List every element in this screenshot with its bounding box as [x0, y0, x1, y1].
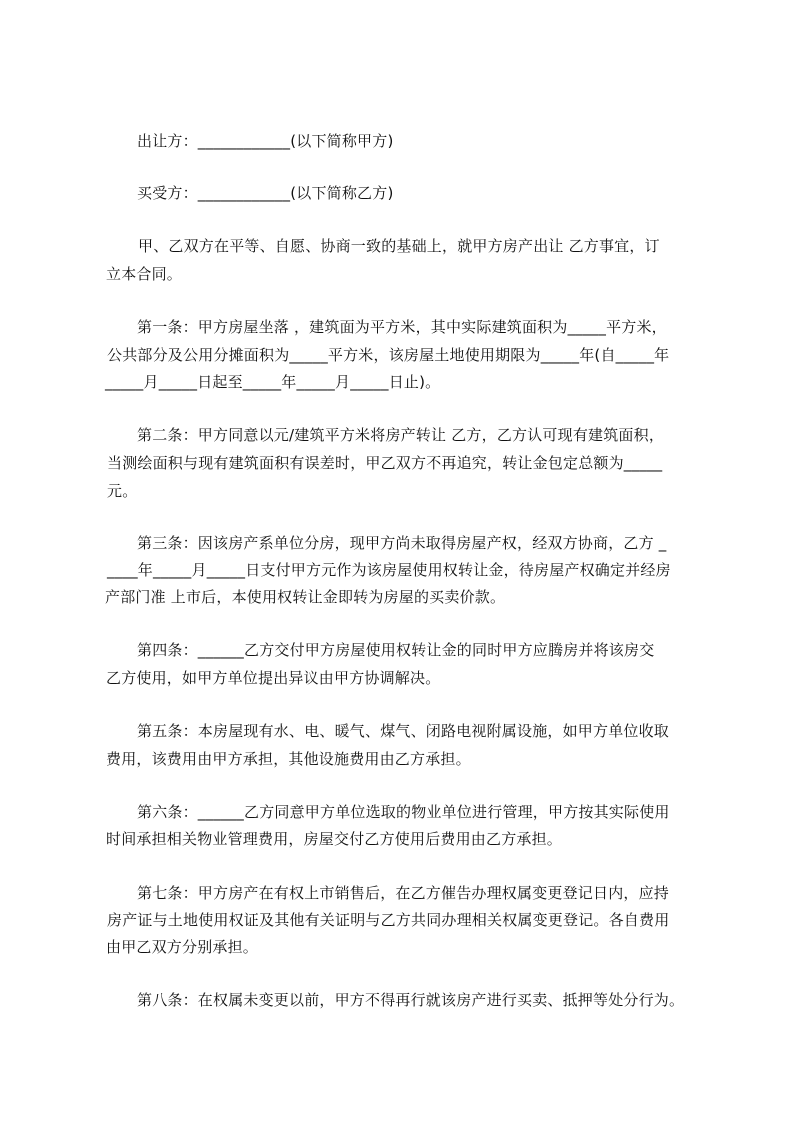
article-7-line-1: 第七条：甲方房产在有权上市销售后，在乙方催告办理权属变更登记日内，应持 [137, 884, 670, 902]
article-4-line-2: 乙方使用，如甲方单位提出异议由甲方协调解决。 [106, 669, 441, 687]
seller-line: 出让方：____________(以下简称甲方) [137, 132, 394, 150]
article-6-line-1: 第六条：______乙方同意甲方单位选取的物业单位进行管理，甲方按其实际使用 [137, 803, 670, 821]
article-3-line-1: 第三条：因该房产系单位分房，现甲方尚未取得房屋产权，经双方协商，乙方 _ [137, 534, 667, 552]
article-1-line-3: _____月_____日起至_____年_____月_____日止)。 [105, 373, 441, 391]
article-1-line-2: 公共部分及公用分摊面积为_____平方米，该房屋土地使用期限为_____年(自_____年 [107, 346, 670, 364]
article-2-line-3: 元。 [107, 482, 138, 500]
article-7-line-3: 由甲乙双方分别承担。 [106, 938, 259, 956]
article-4-line-1: 第四条：______乙方交付甲方房屋使用权转让金的同时甲方应腾房并将该房交 [137, 641, 655, 659]
article-3-line-2: ____年_____月_____日支付甲方元作为该房屋使用权转让金，待房屋产权确定并经房 [107, 561, 671, 579]
preamble-line-2: 立本合同。 [106, 265, 183, 283]
article-7-line-2: 房产证与土地使用权证及其他有关证明与乙方共同办理相关权属变更登记。各自费用 [107, 911, 670, 929]
buyer-line: 买受方：____________(以下简称乙方) [137, 184, 394, 202]
article-2-line-1: 第二条：甲方同意以元/建筑平方米将房产转让 乙方，乙方认可现有建筑面积， [137, 426, 665, 444]
article-8-line-1: 第八条：在权属未变更以前，甲方不得再行就该房产进行买卖、抵押等处分行为。 [137, 991, 685, 1009]
article-1-line-1: 第一条：甲方房屋坐落 ，建筑面为平方米，其中实际建筑面积为_____平方米， [137, 318, 667, 336]
article-6-line-2: 时间承担相关物业管理费用，房屋交付乙方使用后费用由乙方承担。 [106, 830, 563, 848]
article-2-line-2: 当测绘面积与现有建筑面积有误差时，甲乙双方不再追究，转让金包定总额为_____ [107, 454, 663, 472]
article-5-line-1: 第五条：本房屋现有水、电、暖气、煤气、闭路电视附属设施，如甲方单位收取 [137, 722, 670, 740]
article-3-line-3: 产部门准 上市后，本使用权转让金即转为房屋的买卖价款。 [105, 588, 506, 606]
preamble-line-1: 甲、乙双方在平等、自愿、协商一致的基础上，就甲方房产出让 乙方事宜，订 [138, 237, 660, 255]
article-5-line-2: 费用，该费用由甲方承担，其他设施费用由乙方承担。 [106, 750, 471, 768]
